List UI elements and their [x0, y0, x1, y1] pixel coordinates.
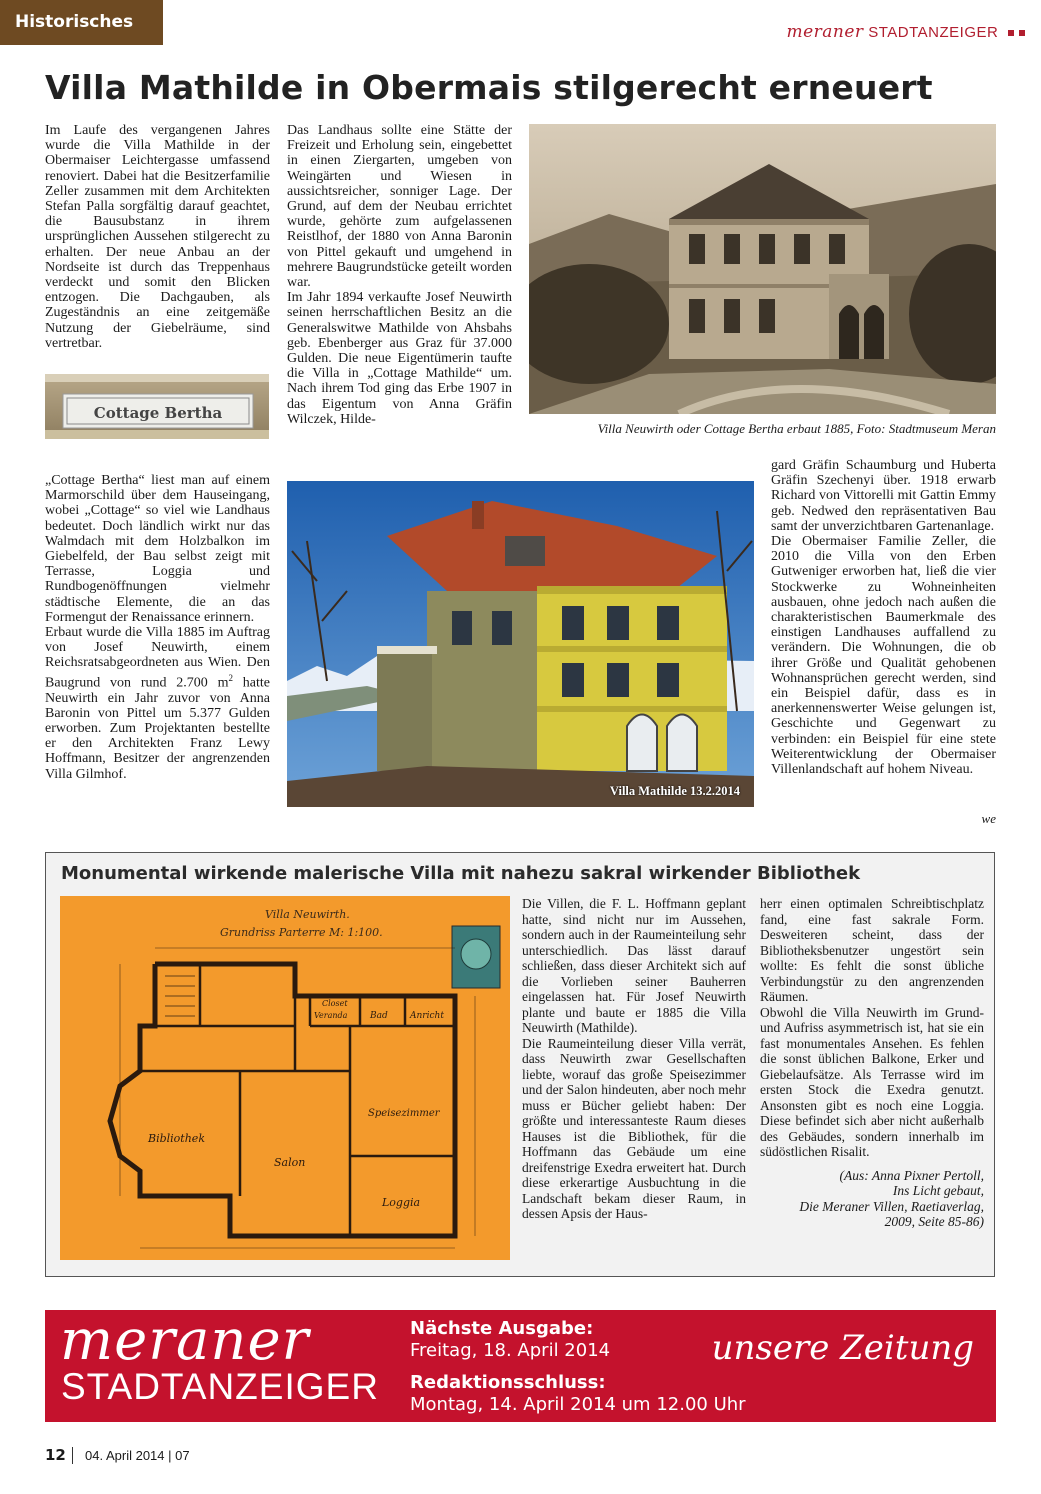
photo-date-label: Villa Mathilde 13.2.2014: [609, 784, 740, 798]
paragraph: Obwohl die Villa Neuwirth im Grund- und Aufriss asymmetrisch ist, hat sie ein fast monumentales Ansehen. Es fehlen die sonst üblichen Balkone, Erker und Giebelaufsätze. Als Terrasse wird im ersten Stock die Exedra genutzt. Ansonsten gibt es noch eine Loggia. Diese befindet sich aber nicht außerhalb des Gebäudes, sondern innerhalb im südöstlichen Risalit.: [760, 1004, 984, 1159]
partner-logo: unsere Zeitung: [711, 1328, 974, 1368]
room-label: Bibliothek: [148, 1132, 205, 1145]
source-citation: [760, 1168, 984, 1230]
paragraph: „Cottage Bertha“ liest man auf einem Marmorschild über dem Hauseingang, wobei „Cottage“ so viel wie Landhaus bedeutet. Doch ländlich wirkt nur das Walmdach mit dem Holzbalkon im Giebelfeld, der Bau selbst zeigt mit Terrasse, Loggia und Rundbogenöffnungen vielmehr städtische Elemente, die an das Formengut der Renaissance erinnern.: [45, 473, 270, 625]
room-label: Bad: [370, 1011, 388, 1021]
article-col1-top: [45, 123, 270, 351]
article-headline: Villa Mathilde in Obermais stilgerecht erneuert: [45, 68, 933, 107]
room-label: Salon: [274, 1156, 306, 1169]
info-box-col2: [760, 896, 984, 1230]
sign-text: Cottage Bertha: [93, 404, 223, 422]
historic-villa-photo: [529, 124, 996, 414]
source-line: Die Meraner Villen, Raetiaverlag,: [799, 1198, 984, 1214]
square-icon: [1008, 30, 1014, 36]
paragraph: Das Landhaus sollte eine Stätte der Freizeit und Erholung sein, eingebettet in einen Ziergarten, umgeben von Weingärten und Wiesen in aussichtsreicher, sonniger Lage. Der Grund, auf dem der Neubau errichtet wurde, gehörte zum aufgelassenen Reistlhof, der 1880 von Anna Baronin von Pittel gekauft und umgehend in mehrere Baugrundstücke geteilt worden war.: [287, 123, 512, 291]
deadline-date: Montag, 14. April 2014 um 12.00 Uhr: [410, 1394, 746, 1415]
photo-caption: Villa Neuwirth oder Cottage Bertha erbaut 1885, Foto: Stadtmuseum Meran: [597, 421, 996, 436]
paragraph: Die Villen, die F. L. Hoffmann geplant hatte, sind nicht nur im Aussehen, sondern auch in der Raumeinteilung sehr unterschiedlich. Das lässt darauf schließen, dass dieser Architekt sich auf die Vorlieben seiner Bauherren eingelassen hat. Für Josef Neuwirth plante und baute er 1885 die Villa Neuwirth (Mathilde).: [522, 896, 746, 1035]
historic-villa-image: [529, 124, 996, 414]
next-issue-date: Freitag, 18. April 2014: [410, 1340, 611, 1361]
paragraph: Im Laufe des vergangenen Jahres wurde die Villa Mathilde in der Obermaiser Leichtergasse umfassend renoviert. Dabei hat die Besitzerfamilie Zeller zusammen mit dem Architekten Stefan Palla sorgfältig darauf geachtet, die Bausubstanz in ihrem ursprünglichen Aussehen stilgerecht zu erhalten. Der neue Anbau an der Nordseite ist durch das Treppenhaus verdeckt und somit den Blicken entzogen. Die Dachgauben, als Zugeständnis an eine zeitgemäße Nutzung der Giebelräume, sind vertretbar.: [45, 123, 270, 351]
floor-plan: [60, 896, 510, 1260]
paragraph: herr einen optimalen Schreibtischplatz fand, eine fast sakrale Form. Desweiteren scheint, dass der Bibliotheksbenutzer ungestört sein wollte: Es fehlt die sonst übliche Verbindungstür zu den angrenzenden Räumen.: [760, 896, 984, 1004]
next-issue-label: Nächste Ausgabe:: [410, 1318, 594, 1339]
masthead-logo-script: meraner: [786, 22, 864, 42]
source-line: Ins Licht gebaut,: [892, 1183, 984, 1198]
modern-villa-image: [287, 481, 754, 807]
marble-sign-image: [45, 374, 269, 439]
room-label: Loggia: [382, 1196, 421, 1209]
article-col2: [287, 123, 512, 427]
footer-divider: [72, 1447, 73, 1464]
room-label: Closet: [322, 999, 348, 1008]
masthead-logo: [786, 22, 1025, 42]
banner-logo-line1: meraner: [60, 1308, 310, 1373]
section-tab: Historisches: [0, 0, 163, 45]
source-line: 2009, Seite 85-86): [884, 1214, 984, 1229]
info-box-title: Monumental wirkende malerische Villa mit nahezu sakral wirkender Bibliothek: [61, 863, 861, 884]
square-icon: [1019, 30, 1025, 36]
issue-banner: [45, 1310, 996, 1422]
paragraph: [45, 625, 270, 782]
paragraph-text: hatte Neuwirth ein Jahr zuvor von Anna Baronin von Pittel um 5.377 Gulden erworben. Zum Projektanten bestellte er den Architekten Franz Lewy Hoffmann, Besitzer der angrenzenden Villa Gilmhof.: [45, 675, 270, 782]
banner-logo-line2: STADTANZEIGER: [61, 1366, 379, 1407]
plan-subtitle: Grundriss Parterre M: 1:100.: [220, 926, 383, 939]
page-number: 12: [45, 1446, 66, 1464]
paragraph: Die Raumeinteilung dieser Villa verrät, dass Neuwirth zwar Gesellschaften liebte, worauf das große Speisezimmer und der Salon hindeuten, aber noch mehr muss er Bücher geliebt haben: Der größte und interessanteste Raum dieses Hauses ist die Bibliothek, für die Hoffmann das Gebäude um eine dreifenstrige Exedra erweitert hat. Durch diese erkerartige Ausbuchtung in die Landschaft bekam dieser Raum, in dessen Apsis der Haus-: [522, 1035, 746, 1221]
room-label: Speisezimmer: [368, 1108, 440, 1119]
superscript: 2: [228, 672, 233, 683]
paragraph-text: Erbaut wurde die Villa 1885 im Auftrag von Josef Neuwirth, einem Reichsratsabgeordneten aus Wien. Den Baugrund von rund 2.700 m: [45, 625, 270, 691]
paragraph: gard Gräfin Schaumburg und Huberta Gräfin Szechenyi über. 1918 erwarb Richard von Vittorelli mit Gattin Emmy geb. Nedwed den repräsentativen Bau samt der unverzichtbaren Gartenanlage.: [771, 458, 996, 534]
source-line: (Aus: Anna Pixner Pertoll,: [839, 1167, 984, 1183]
paragraph: Im Jahr 1894 verkaufte Josef Neuwirth seinen herrschaftlichen Besitz an die Generalswitwe Mathilde von Ahsbahs geb. Ebenberger aus Graz für 37.000 Gulden. Die neue Eigentümerin taufte die Villa in „Cottage Mathilde“ um. Nach ihrem Tod ging das Erbe 1907 in das Eigentum von Anna Gräfin Wilczek, Hilde-: [287, 290, 512, 427]
floor-plan-image: [60, 896, 510, 1260]
plan-title: Villa Neuwirth.: [265, 908, 350, 921]
room-label: Anricht: [410, 1011, 444, 1021]
masthead-logo-caps: STADTANZEIGER: [868, 24, 999, 41]
paragraph: Die Obermaiser Familie Zeller, die 2010 die Villa von den Erben Gutweniger erworben hat, ließ die vier Stockwerke zu Wohneinheiten ausbauen, ohne jedoch nach außen die charakteristischen Baumerkmale des einstigen Landhauses auffallend zu verändern. Die Wohnungen, die ob ihrer Größe und Qualität gehobenen Wohnansprüchen gerecht werden, sind ein Beispiel dafür, dass es in anerkennenswerter Weise gelungen ist, Geschichte und Gegenwart zu verbinden: ein Beispiel für eine stete Weiterentwicklung der Obermaiser Villenlandschaft auf hohem Niveau.: [771, 534, 996, 778]
article-col1-bottom: [45, 473, 270, 782]
article-col3: [771, 458, 996, 777]
deadline-label: Redaktionsschluss:: [410, 1372, 606, 1393]
modern-villa-photo: [287, 481, 754, 807]
info-box-col1: [522, 896, 746, 1222]
room-label: Veranda: [314, 1011, 348, 1020]
author-initials: we: [981, 811, 996, 826]
issue-date: 04. April 2014 | 07: [85, 1448, 190, 1463]
sign-photo: [45, 374, 269, 439]
